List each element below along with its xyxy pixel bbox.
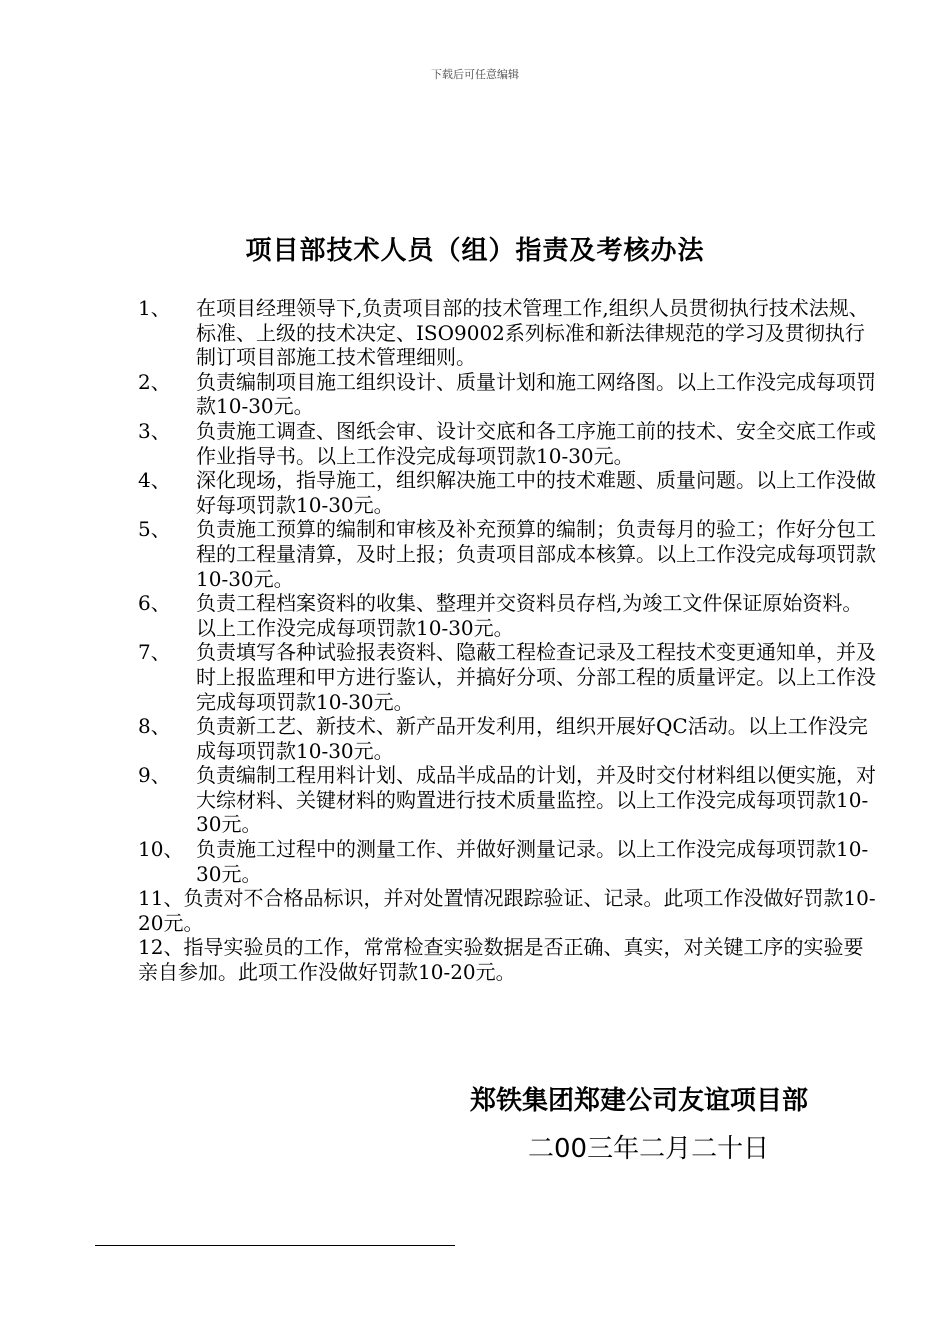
clause-item [138, 591, 878, 640]
clause-number: 1、 [138, 296, 171, 320]
clause-text: 负责施工预算的编制和审核及补充预算的编制；负责每月的验工；作好分包工程的工程量清算，及时上报；负责项目部成本核算。以上工作没完成每项罚款10-30元。 [196, 517, 876, 591]
clause-text: 负责编制项目施工组织设计、质量计划和施工网络图。以上工作没完成每项罚款10-30元。 [196, 369, 876, 419]
clause-item [138, 640, 878, 714]
clause-item [138, 296, 878, 370]
document-title: 项目部技术人员（组）指责及考核办法 [245, 236, 705, 266]
clause-text: 负责施工调查、图纸会审、设计交底和各工序施工前的技术、安全交底工作或作业指导书。以上工作没完成每项罚款10-30元。 [196, 418, 876, 468]
clause-number: 8、 [138, 714, 171, 739]
clause-number: 7、 [138, 640, 171, 665]
header-note: 下载后可任意编辑 [431, 68, 519, 81]
clause-number: 4、 [138, 468, 171, 493]
clause-text: 在项目经理领导下,负责项目部的技术管理工作,组织人员贯彻执行技术法规、标准、上级的技术决定、ISO9002系列标准和新法律规范的学习及贯彻执行制订项目部施工技术管理细则。 [196, 296, 869, 370]
clause-text: 深化现场，指导施工，组织解决施工中的技术难题、质量问题。以上工作没做好每项罚款10-30元。 [196, 468, 876, 517]
clause-text: 负责新工艺、新技术、新产品开发利用，组织开展好QC活动。以上工作没完成每项罚款10-30元。 [196, 714, 868, 763]
clause-item [138, 468, 878, 517]
clause-number: 9、 [138, 763, 171, 788]
clause-text: 负责施工过程中的测量工作、并做好测量记录。以上工作没完成每项罚款10-30元。 [196, 837, 869, 886]
clause-list [138, 296, 878, 985]
clause-number: 10、 [138, 837, 184, 862]
clause-text: 负责填写各种试验报表资料、隐蔽工程检查记录及工程技术变更通知单，并及时上报监理和甲方进行鉴认，并搞好分项、分部工程的质量评定。以上工作没完成每项罚款10-30元。 [196, 640, 876, 714]
footnote-divider [95, 1245, 455, 1246]
clause-text: 负责对不合格品标识，并对处置情况跟踪验证、记录。此项工作没做好罚款10-20元。 [138, 886, 876, 935]
clause-item [138, 714, 878, 763]
clause-item [138, 517, 878, 591]
clause-number: 5、 [138, 517, 171, 542]
clause-number: 12、 [138, 935, 184, 960]
clause-text: 指导实验员的工作，常常检查实验数据是否正确、真实，对关键工序的实验要亲自参加。此项工作没做好罚款10-20元。 [138, 935, 864, 985]
clause-item [138, 370, 878, 419]
clause-item [138, 419, 878, 468]
signature-date: 二00三年二月二十日 [528, 1134, 770, 1164]
clause-text: 负责编制工程用料计划、成品半成品的计划，并及时交付材料组以便实施，对大综材料、关键材料的购置进行技术质量监控。以上工作没完成每项罚款10-30元。 [196, 763, 876, 837]
clause-item [138, 837, 878, 886]
clause-item [138, 763, 878, 837]
clause-number: 11、 [138, 886, 184, 911]
clause-item [138, 886, 878, 935]
clause-number: 6、 [138, 591, 171, 616]
clause-number: 2、 [138, 369, 171, 394]
clause-number: 3、 [138, 418, 171, 443]
signature-organization: 郑铁集团郑建公司友谊项目部 [470, 1086, 809, 1116]
clause-text: 负责工程档案资料的收集、整理并交资料员存档,为竣工文件保证原始资料。以上工作没完成每项罚款10-30元。 [196, 591, 863, 640]
clause-item [138, 935, 878, 984]
